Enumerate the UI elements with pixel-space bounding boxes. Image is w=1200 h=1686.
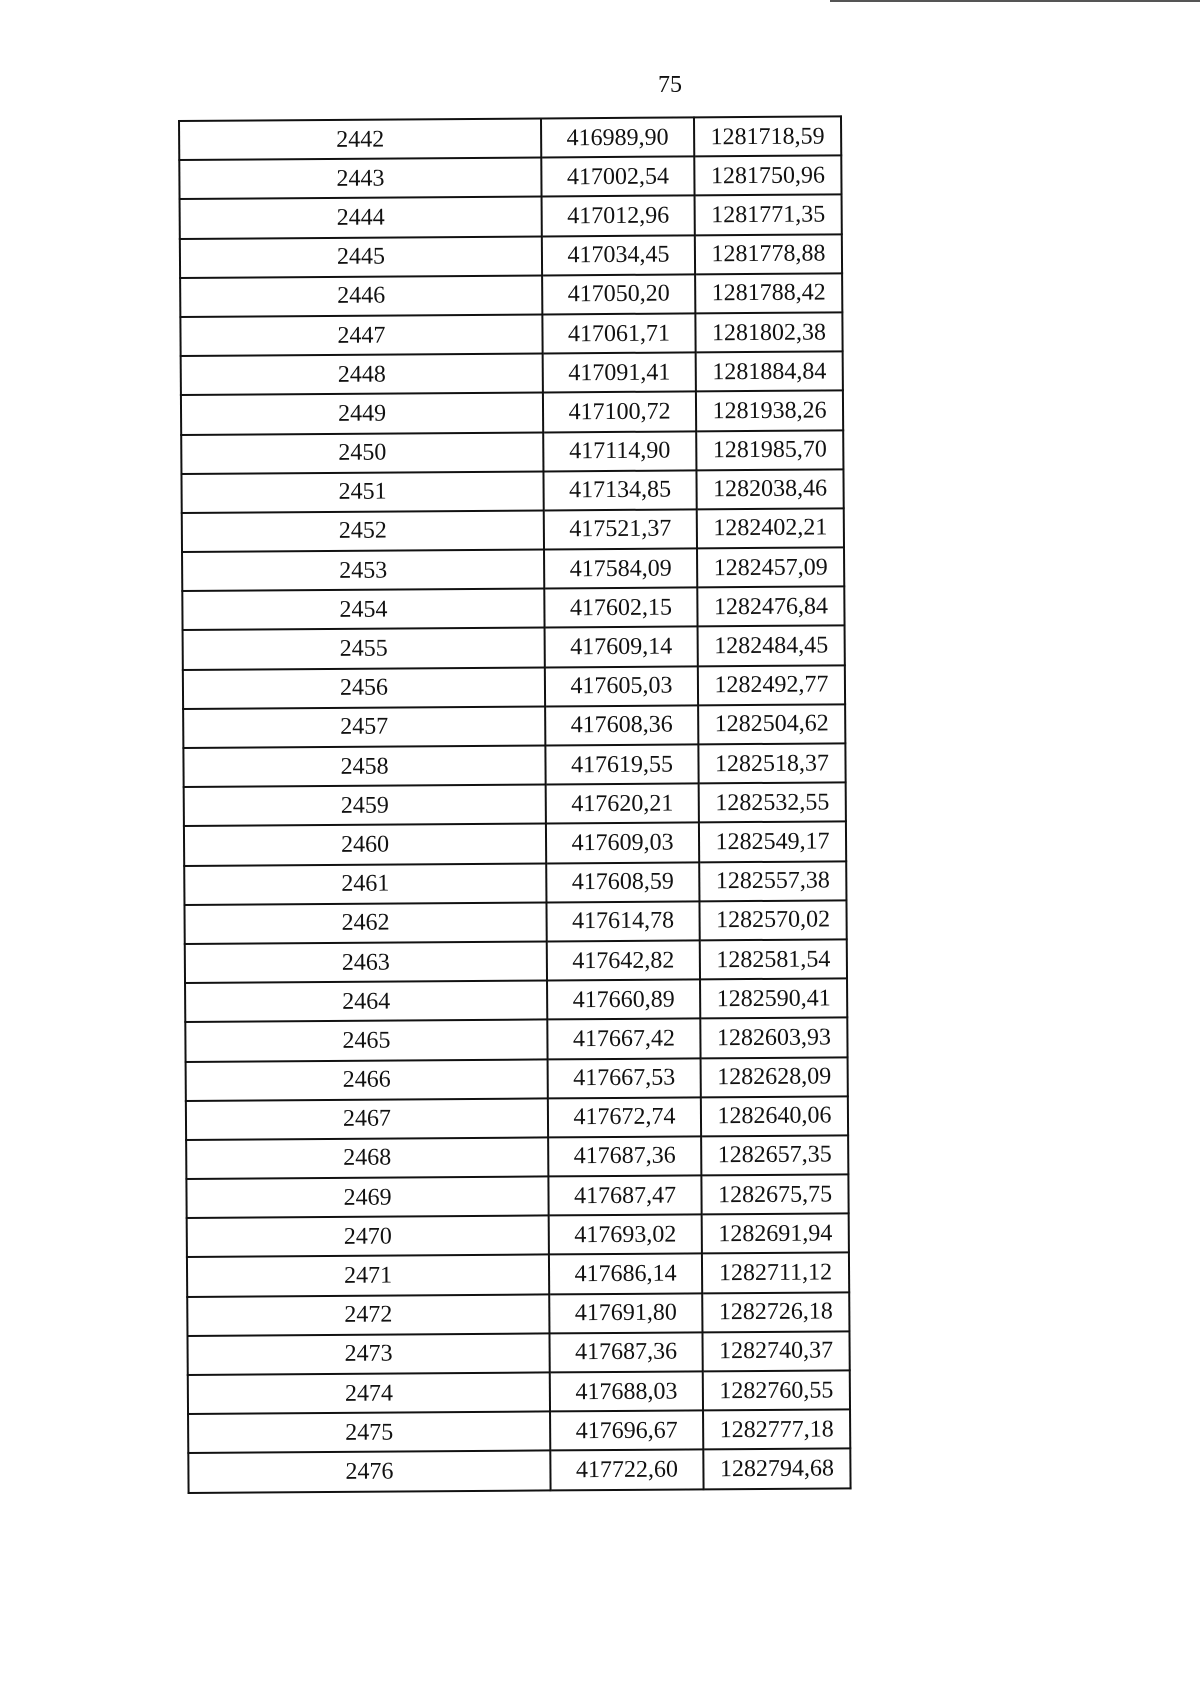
table-row [185, 939, 847, 983]
table-row [182, 587, 844, 631]
y-coordinate-cell: 1282457,09 [697, 547, 844, 587]
x-coordinate-cell: 417608,59 [546, 862, 699, 902]
table-row [183, 665, 845, 709]
y-coordinate-cell: 1282402,21 [697, 508, 844, 548]
x-coordinate-cell: 417696,67 [550, 1411, 703, 1451]
y-coordinate-cell: 1282581,54 [700, 939, 847, 979]
table-row [182, 547, 844, 591]
table-row [186, 1135, 848, 1179]
point-number-cell: 2447 [180, 314, 542, 356]
point-number-cell: 2469 [186, 1177, 548, 1219]
x-coordinate-cell: 417584,09 [544, 548, 697, 588]
point-number-cell: 2473 [187, 1333, 549, 1375]
table-row [181, 469, 843, 513]
point-number-cell: 2457 [183, 706, 545, 748]
point-number-cell: 2453 [182, 550, 544, 592]
coordinates-table-body [179, 116, 851, 1492]
y-coordinate-cell: 1282549,17 [699, 822, 846, 862]
x-coordinate-cell: 417521,37 [544, 509, 697, 549]
y-coordinate-cell: 1282675,75 [701, 1174, 848, 1214]
y-coordinate-cell: 1282557,38 [699, 861, 846, 901]
point-number-cell: 2448 [181, 354, 543, 396]
point-number-cell: 2474 [188, 1372, 550, 1414]
point-number-cell: 2467 [186, 1098, 548, 1140]
x-coordinate-cell: 417620,21 [546, 784, 699, 824]
x-coordinate-cell: 416989,90 [541, 117, 694, 157]
x-coordinate-cell: 417687,36 [548, 1136, 701, 1176]
point-number-cell: 2449 [181, 393, 543, 435]
point-number-cell: 2442 [179, 118, 541, 160]
x-coordinate-cell: 417012,96 [542, 196, 695, 236]
x-coordinate-cell: 417134,85 [543, 470, 696, 510]
point-number-cell: 2475 [188, 1412, 550, 1454]
table-row [181, 430, 843, 474]
y-coordinate-cell: 1282726,18 [702, 1292, 849, 1332]
point-number-cell: 2454 [182, 589, 544, 631]
y-coordinate-cell: 1281938,26 [696, 391, 843, 431]
table-row [187, 1253, 849, 1297]
x-coordinate-cell: 417034,45 [542, 235, 695, 275]
x-coordinate-cell: 417687,47 [548, 1175, 701, 1215]
y-coordinate-cell: 1282532,55 [699, 783, 846, 823]
table-row [179, 116, 841, 160]
point-number-cell: 2465 [185, 1020, 547, 1062]
point-number-cell: 2455 [183, 628, 545, 670]
table-row [181, 351, 843, 395]
x-coordinate-cell: 417050,20 [542, 274, 695, 314]
y-coordinate-cell: 1282740,37 [702, 1331, 849, 1371]
table-row [180, 195, 842, 239]
point-number-cell: 2445 [180, 236, 542, 278]
y-coordinate-cell: 1281884,84 [696, 351, 843, 391]
y-coordinate-cell: 1282760,55 [703, 1370, 850, 1410]
y-coordinate-cell: 1282628,09 [701, 1057, 848, 1097]
table-row [180, 273, 842, 317]
point-number-cell: 2460 [184, 824, 546, 866]
point-number-cell: 2471 [187, 1255, 549, 1297]
table-row [187, 1292, 849, 1336]
y-coordinate-cell: 1282777,18 [703, 1410, 850, 1450]
x-coordinate-cell: 417002,54 [541, 157, 694, 197]
point-number-cell: 2450 [181, 432, 543, 474]
x-coordinate-cell: 417605,03 [545, 666, 698, 706]
table-row [187, 1331, 849, 1375]
x-coordinate-cell: 417667,42 [547, 1019, 700, 1059]
x-coordinate-cell: 417614,78 [546, 901, 699, 941]
point-number-cell: 2456 [183, 667, 545, 709]
table-row [183, 626, 845, 670]
point-number-cell: 2476 [188, 1451, 550, 1493]
y-coordinate-cell: 1282691,94 [702, 1214, 849, 1254]
x-coordinate-cell: 417114,90 [543, 431, 696, 471]
x-coordinate-cell: 417722,60 [550, 1450, 703, 1490]
point-number-cell: 2452 [182, 510, 544, 552]
coordinates-table [178, 115, 852, 1493]
table-row [180, 234, 842, 278]
table-row [183, 743, 845, 787]
x-coordinate-cell: 417667,53 [548, 1058, 701, 1098]
point-number-cell: 2446 [180, 275, 542, 317]
x-coordinate-cell: 417693,02 [549, 1215, 702, 1255]
y-coordinate-cell: 1281788,42 [695, 273, 842, 313]
y-coordinate-cell: 1282504,62 [698, 704, 845, 744]
point-number-cell: 2463 [185, 941, 547, 983]
y-coordinate-cell: 1281778,88 [695, 234, 842, 274]
x-coordinate-cell: 417609,03 [546, 823, 699, 863]
point-number-cell: 2462 [184, 902, 546, 944]
y-coordinate-cell: 1282038,46 [696, 469, 843, 509]
y-coordinate-cell: 1282711,12 [702, 1253, 849, 1293]
point-number-cell: 2451 [181, 471, 543, 513]
point-number-cell: 2464 [185, 981, 547, 1023]
table-row [182, 508, 844, 552]
table-row [188, 1449, 850, 1493]
table-row [187, 1214, 849, 1258]
y-coordinate-cell: 1282518,37 [698, 743, 845, 783]
y-coordinate-cell: 1282476,84 [697, 587, 844, 627]
table-row [185, 1018, 847, 1062]
y-coordinate-cell: 1282657,35 [701, 1135, 848, 1175]
point-number-cell: 2470 [187, 1216, 549, 1258]
table-row [188, 1410, 850, 1454]
point-number-cell: 2472 [187, 1294, 549, 1336]
point-number-cell: 2444 [180, 197, 542, 239]
x-coordinate-cell: 417691,80 [549, 1293, 702, 1333]
page-number: 75 [658, 72, 682, 98]
x-coordinate-cell: 417608,36 [545, 705, 698, 745]
table-row [184, 900, 846, 944]
y-coordinate-cell: 1282590,41 [700, 978, 847, 1018]
table-row [183, 704, 845, 748]
x-coordinate-cell: 417619,55 [545, 744, 698, 784]
point-number-cell: 2459 [184, 785, 546, 827]
x-coordinate-cell: 417686,14 [549, 1254, 702, 1294]
x-coordinate-cell: 417672,74 [548, 1097, 701, 1137]
point-number-cell: 2461 [184, 863, 546, 905]
y-coordinate-cell: 1281985,70 [696, 430, 843, 470]
x-coordinate-cell: 417688,03 [550, 1371, 703, 1411]
y-coordinate-cell: 1282570,02 [699, 900, 846, 940]
x-coordinate-cell: 417609,14 [545, 627, 698, 667]
y-coordinate-cell: 1282484,45 [698, 626, 845, 666]
top-edge-rule [830, 0, 1200, 2]
x-coordinate-cell: 417660,89 [547, 980, 700, 1020]
table-row [184, 822, 846, 866]
table-row [179, 156, 841, 200]
point-number-cell: 2443 [179, 158, 541, 200]
y-coordinate-cell: 1282603,93 [700, 1018, 847, 1058]
table-row [186, 1096, 848, 1140]
y-coordinate-cell: 1281771,35 [695, 195, 842, 235]
table-row [180, 312, 842, 356]
table-row [184, 861, 846, 905]
x-coordinate-cell: 417061,71 [542, 313, 695, 353]
point-number-cell: 2466 [186, 1059, 548, 1101]
point-number-cell: 2458 [183, 745, 545, 787]
table-row [186, 1174, 848, 1218]
table-row [186, 1057, 848, 1101]
x-coordinate-cell: 417687,36 [549, 1332, 702, 1372]
y-coordinate-cell: 1282640,06 [701, 1096, 848, 1136]
y-coordinate-cell: 1282794,68 [703, 1449, 850, 1489]
table-row [188, 1370, 850, 1414]
x-coordinate-cell: 417642,82 [547, 940, 700, 980]
y-coordinate-cell: 1281750,96 [694, 156, 841, 196]
table-row [184, 783, 846, 827]
x-coordinate-cell: 417100,72 [543, 392, 696, 432]
point-number-cell: 2468 [186, 1137, 548, 1179]
y-coordinate-cell: 1282492,77 [698, 665, 845, 705]
y-coordinate-cell: 1281718,59 [694, 116, 841, 156]
table-row [185, 978, 847, 1022]
table-row [181, 391, 843, 435]
x-coordinate-cell: 417091,41 [543, 353, 696, 393]
x-coordinate-cell: 417602,15 [544, 588, 697, 628]
y-coordinate-cell: 1281802,38 [695, 312, 842, 352]
